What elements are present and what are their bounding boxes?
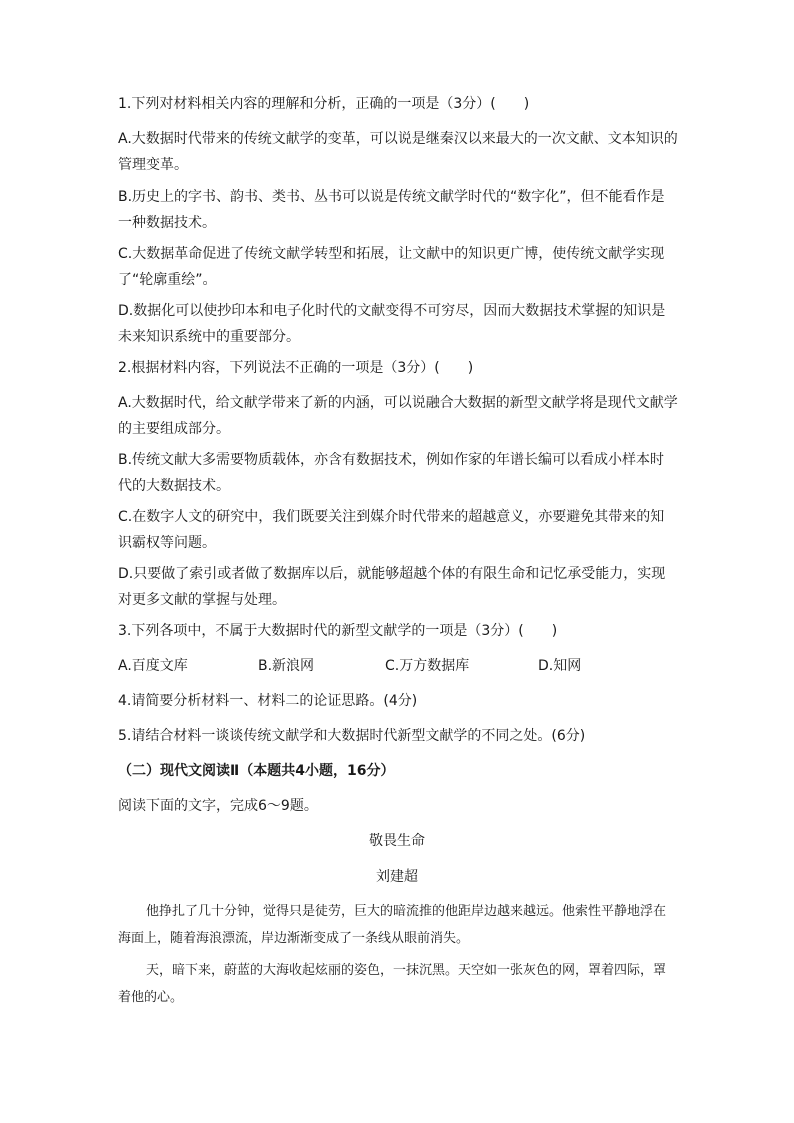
- q4-stem: 4.请简要分析材料一、材料二的论证思路。(4分): [118, 693, 418, 709]
- story-paragraph-1: 他挣扎了几十分钟，觉得只是徒劳，巨大的暗流推的他距岸边越来越远。他索性平静地浮在海面上，随着海浪漂流，岸边渐渐变成了一条线从眼前消失。: [118, 904, 667, 946]
- q5-stem: 5.请结合材料一谈谈传统文献学和大数据时代新型文献学的不同之处。(6分): [118, 728, 586, 744]
- q3-option-c: C.万方数据库: [385, 658, 470, 674]
- q1-stem: 1.下列对材料相关内容的理解和分析，正确的一项是（3分）( ): [118, 96, 530, 112]
- story-paragraph-2: 天，暗下来，蔚蓝的大海收起炫丽的姿色，一抹沉黑。天空如一张灰色的网，罩着四际，罩着他的心。: [118, 963, 667, 1005]
- q2-option-c: C.在数字人文的研究中，我们既要关注到媒介时代带来的超越意义，亦要避免其带来的知识霸权等问题。: [118, 509, 665, 551]
- q2-option-d: D.只要做了索引或者做了数据库以后，就能够超越个体的有限生命和记忆承受能力，实现对更多文献的掌握与处理。: [118, 566, 666, 608]
- section-instruction: 阅读下面的文字，完成6～9题。: [118, 798, 318, 814]
- q3-stem: 3.下列各项中，不属于大数据时代的新型文献学的一项是（3分）( ): [118, 623, 558, 639]
- q2-option-a: A.大数据时代，给文献学带来了新的内涵，可以说融合大数据的新型文献学将是现代文献学的主要组成部分。: [118, 395, 678, 437]
- section-heading: （二）现代文阅读Ⅱ（本题共4小题，16分）: [118, 763, 395, 779]
- q2-stem: 2.根据材料内容，下列说法不正确的一项是（3分）( ): [118, 360, 474, 376]
- q1-option-c: C.大数据革命促进了传统文献学转型和拓展，让文献中的知识更广博，使传统文献学实现了“轮廓重绘”。: [118, 246, 665, 288]
- q1-option-d: D.数据化可以使抄印本和电子化时代的文献变得不可穷尽，因而大数据技术掌握的知识是未来知识系统中的重要部分。: [118, 303, 666, 345]
- q2-option-b: B.传统文献大多需要物质载体，亦含有数据技术，例如作家的年谱长编可以看成小样本时代的大数据技术。: [118, 452, 665, 494]
- q3-option-d: D.知网: [538, 658, 582, 674]
- story-author: 刘建超: [376, 869, 418, 885]
- q3-option-a: A.百度文库: [118, 658, 188, 674]
- q1-option-b: B.历史上的字书、韵书、类书、丛书可以说是传统文献学时代的“数字化”，但不能看作是一种数据技术。: [118, 189, 665, 231]
- q3-option-b: B.新浪网: [258, 658, 315, 674]
- story-title: 敬畏生命: [369, 833, 425, 849]
- q1-option-a: A.大数据时代带来的传统文献学的变革，可以说是继秦汉以来最大的一次文献、文本知识的管理变革。: [118, 131, 678, 173]
